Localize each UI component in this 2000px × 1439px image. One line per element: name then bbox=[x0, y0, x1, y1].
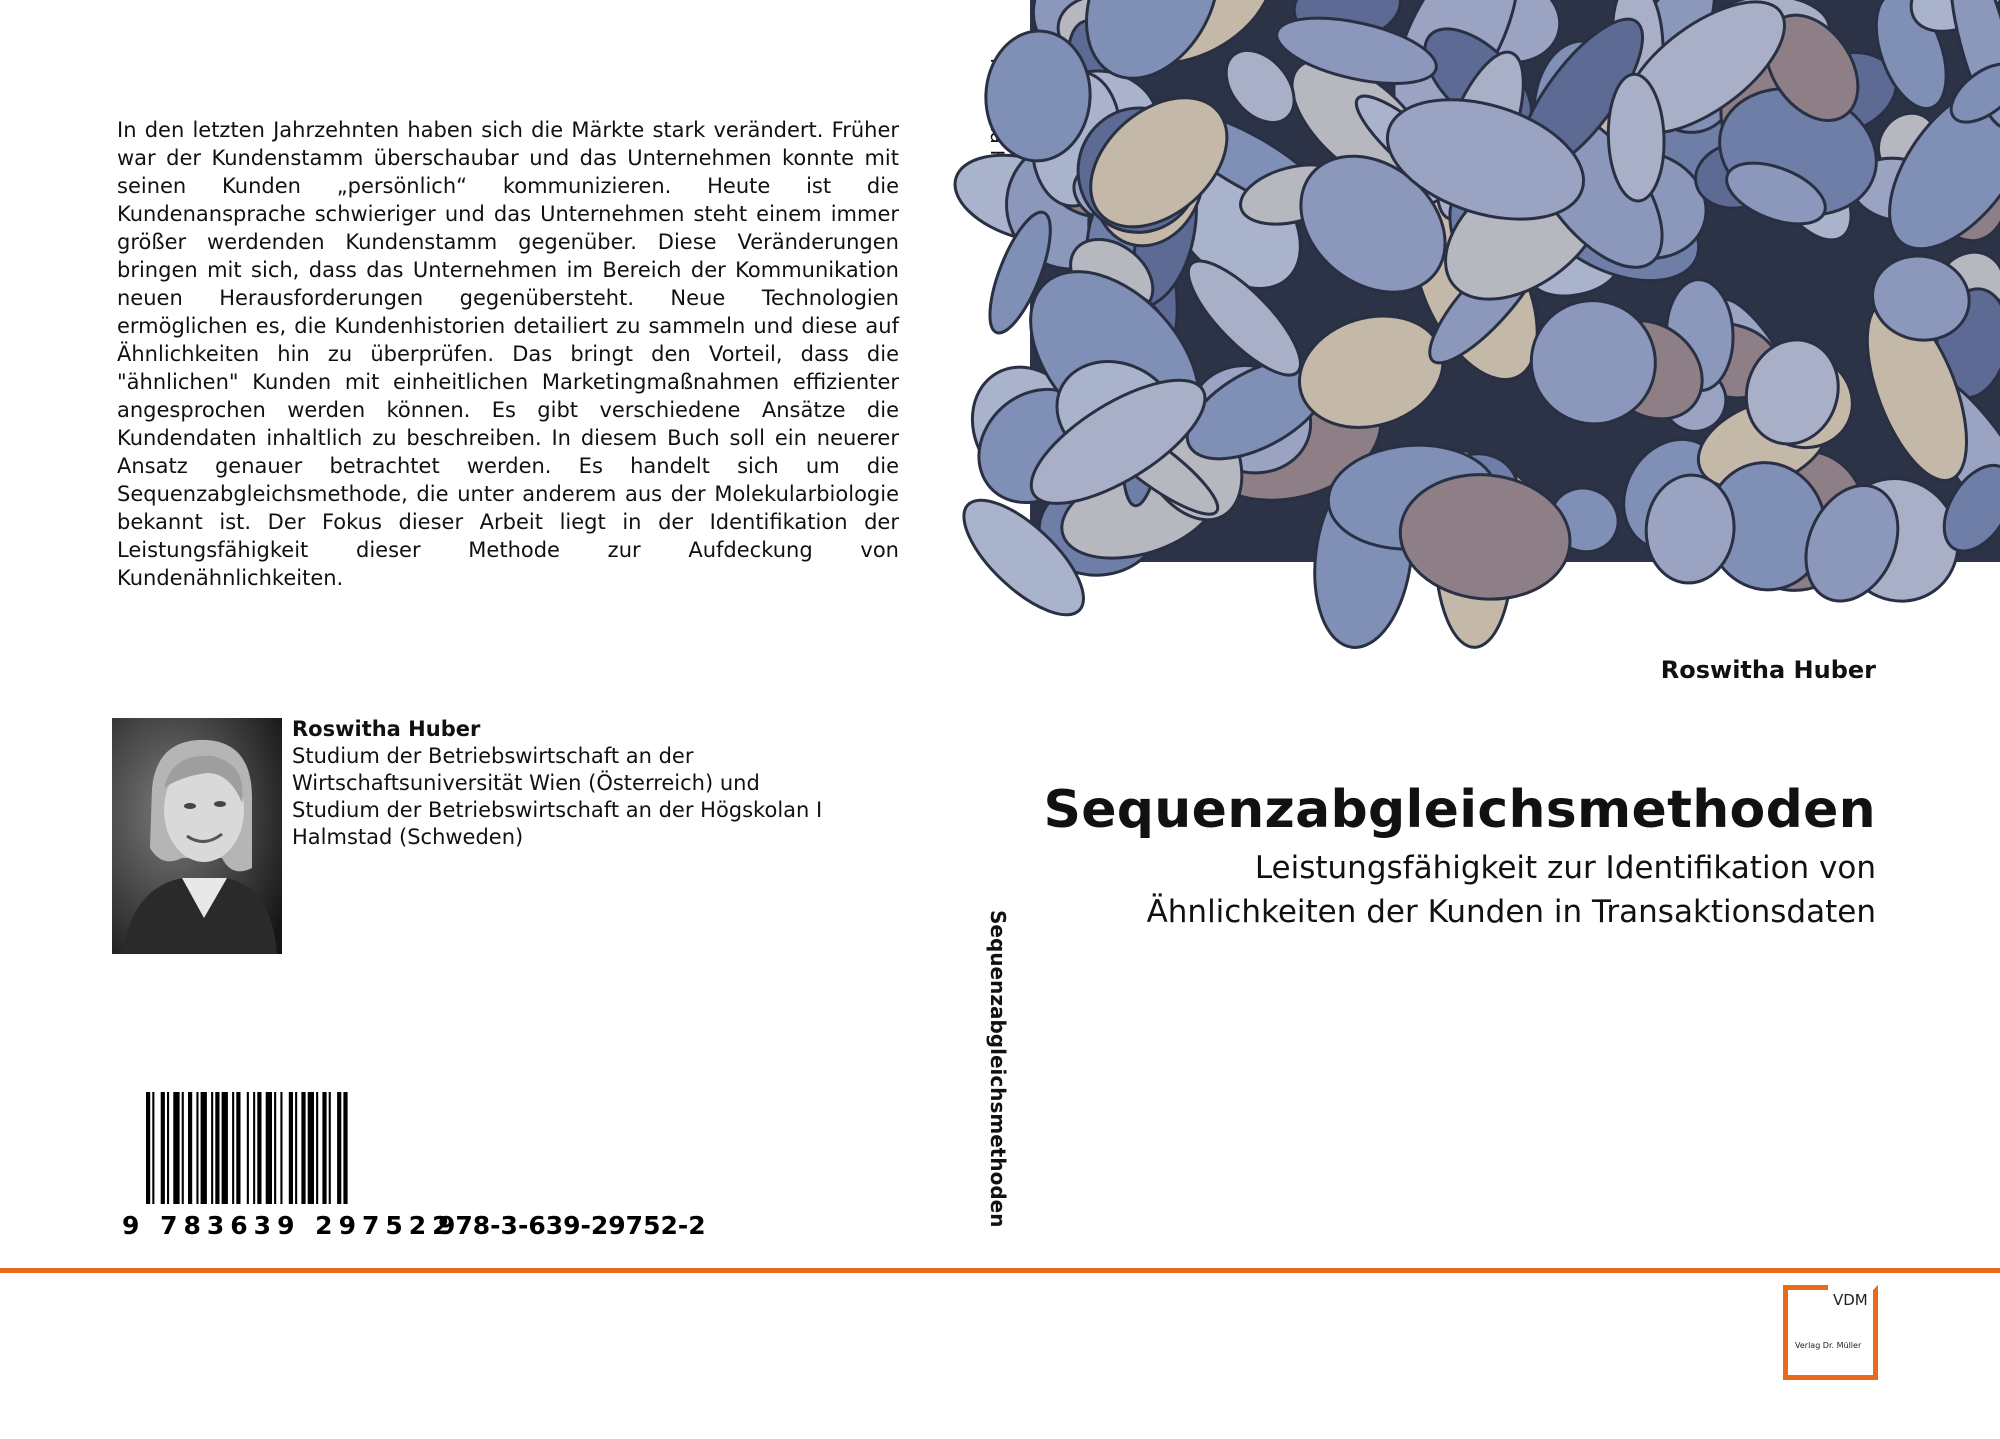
barcode-bar bbox=[274, 1092, 276, 1204]
barcode-digits: 9 783639 297522 bbox=[122, 1211, 456, 1240]
barcode-bar bbox=[182, 1092, 184, 1204]
barcode-bar bbox=[173, 1092, 179, 1204]
barcode-bar bbox=[253, 1092, 255, 1204]
barcode-bar bbox=[301, 1092, 305, 1204]
isbn-barcode bbox=[108, 1092, 706, 1252]
author-name: Roswitha Huber bbox=[292, 717, 481, 741]
barcode-bar bbox=[236, 1092, 240, 1204]
author-bio: Studium der Betriebswirtschaft an der Wirtschaftsuniversität Wien (Österreich) und Studium der Betriebswirtschaft an der Högskolan I Halmstad (Schweden) bbox=[292, 744, 823, 849]
barcode-bar bbox=[337, 1092, 341, 1204]
barcode-bar bbox=[201, 1092, 207, 1204]
orange-rule bbox=[0, 1268, 2000, 1273]
author-photo bbox=[112, 718, 282, 954]
barcode-bar bbox=[308, 1092, 314, 1204]
barcode-bar bbox=[146, 1092, 150, 1204]
barcode-bar bbox=[280, 1092, 282, 1204]
barcode-bar bbox=[196, 1092, 198, 1204]
barcode-bar bbox=[289, 1092, 293, 1204]
spine-title: Sequenzabgleichsmethoden bbox=[986, 910, 1010, 1228]
front-subtitle: Leistungsfähigkeit zur Identifikation von Ähnlichkeiten der Kunden in Transaktionsdaten bbox=[1146, 850, 1876, 930]
barcode-bar bbox=[188, 1092, 192, 1204]
logo-frame-top bbox=[1783, 1285, 1828, 1290]
barcode-bar bbox=[222, 1092, 228, 1204]
front-author: Roswitha Huber bbox=[1660, 656, 1876, 684]
publisher-logo bbox=[1783, 1285, 1878, 1380]
barcode-bar bbox=[295, 1092, 297, 1204]
author-info bbox=[292, 716, 852, 851]
barcode-bar bbox=[247, 1092, 249, 1204]
barcode-bar bbox=[167, 1092, 169, 1204]
barcode-bar bbox=[266, 1092, 272, 1204]
isbn-number: 978-3-639-29752-2 bbox=[438, 1211, 706, 1240]
barcode-bar bbox=[232, 1092, 234, 1204]
barcode-bar bbox=[316, 1092, 318, 1204]
barcode-bar bbox=[322, 1092, 326, 1204]
back-cover-blurb: In den letzten Jahrzehnten haben sich die Märkte stark verändert. Früher war der Kundenstamm überschaubar und das Unternehmen konnte mit seinen Kunden „persönlich“ kommunizieren. Heute ist die Kundenansprache schwieriger und das Unternehmen steht einem immer größer werdenden Kundenstamm gegenüber. Diese Veränderungen bringen mit sich, dass das Unternehmen im Bereich der Kommunikation neuen Herausforderungen gegenübersteht. Neue Technologien ermöglichen es, die Kundenhistorien detailiert zu sammeln und diese auf Ähnlichkeiten hin zu überprüfen. Das bringt den Vorteil, dass die "ähnlichen" Kunden mit einheitlichen Marketingmaßnahmen effizienter angesprochen werden können. Es gibt verschiedene Ansätze die Kundendaten inhaltlich zu beschreiben. In diesem Buch soll ein neuerer Ansatz genauer betrachtet werden. Es handelt sich um die Sequenzabgleichsmethode, die unter anderem aus der Molekularbiologie bekannt ist. Der Fokus dieser Arbeit liegt in der Identifikation der Leistungsfähigkeit dieser Methode zur Aufdeckung von Kundenähnlichkeiten. bbox=[117, 118, 899, 590]
barcode-bar bbox=[215, 1092, 219, 1204]
barcode-bar bbox=[329, 1092, 331, 1204]
barcode-bar bbox=[211, 1092, 213, 1204]
barcode-bar bbox=[343, 1092, 347, 1204]
cover-pebbles-image bbox=[1030, 0, 2000, 562]
front-title: Sequenzabgleichsmethoden bbox=[1043, 780, 1876, 840]
barcode-bar bbox=[257, 1092, 261, 1204]
logo-verlag-text: Verlag Dr. Müller bbox=[1795, 1341, 1862, 1350]
barcode-bar bbox=[152, 1092, 154, 1204]
logo-vdm-text: VDM bbox=[1833, 1291, 1868, 1309]
barcode-bar bbox=[161, 1092, 165, 1204]
